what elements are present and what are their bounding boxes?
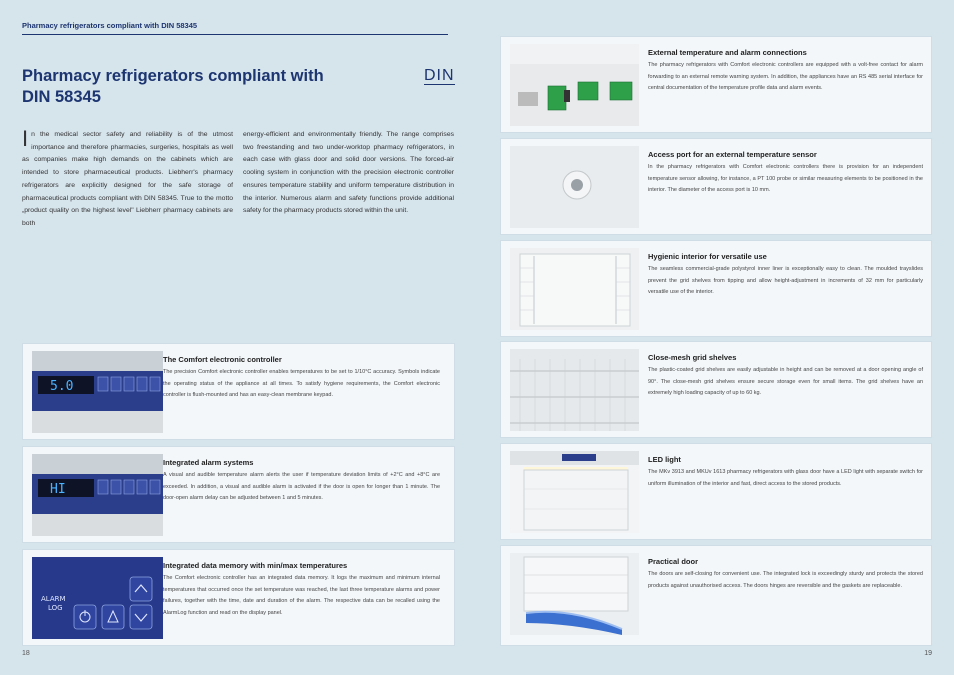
intro-column-1	[22, 126, 233, 231]
feature-card-comfort-controller	[22, 343, 455, 440]
feature-card-alarm-systems	[22, 446, 455, 543]
feature-title: External temperature and alarm connections	[648, 48, 807, 57]
feature-text: The MKv 3913 and MKUv 1613 pharmacy refrigerators with glass door have a LED light with separate switch for uniform illumination of the interior and fast, direct access to the stored products.	[648, 469, 923, 487]
log-label: LOG	[48, 604, 63, 612]
display-reading: 5.0	[50, 379, 74, 394]
page-number-left: 18	[22, 650, 30, 657]
feature-text: The precision Comfort electronic controller enables temperatures to be set to 1/10°C accuracy. Symbols indicate the operating status of the appliance at all times. To satisfy hygiene requirements, the Comfort electronic controller is flush-mounted and has an easy-clean membrane keypad.	[163, 369, 440, 398]
feature-text: The doors are self-closing for convenient use. The integrated lock is exceedingly sturdy and protects the stored products against unauthorised access. The doors hinges are reversible and the gaskets are replaceable.	[648, 571, 923, 589]
interior-liner-image	[510, 248, 639, 330]
feature-text: The pharmacy refrigerators with Comfort electronic controllers are equipped with a volt-free contact for alarm forwarding to an external remote warning system. In addition, the appliances have an RS 485 serial interface for central documentation of the temperature profile data and alarm events.	[648, 62, 923, 91]
feature-card-external-connections	[500, 36, 932, 133]
feature-text: The seamless commercial-grade polystyrol inner liner is exceptionally easy to clean. The moulded trayslides prevent the grid shelves from tipping and allow height-adjustment in increments of 32 mm for particularly versatile use of the interior.	[648, 266, 923, 295]
feature-card-data-memory	[22, 549, 455, 646]
feature-title: Close-mesh grid shelves	[648, 353, 737, 362]
feature-title: Integrated alarm systems	[163, 458, 254, 467]
feature-card-access-port	[500, 138, 932, 235]
feature-card-hygienic-interior	[500, 240, 932, 337]
feature-text: In the pharmacy refrigerators with Comfort electronic controllers there is provision for an independent temperature sensor allowing, for instance, a PT 100 probe or similar measuring elements to be positioned in the interior. The diameter of the access port is 10 mm.	[648, 164, 923, 193]
feature-title: Practical door	[648, 557, 699, 566]
feature-title: Access port for an external temperature sensor	[648, 150, 817, 159]
feature-text: The Comfort electronic controller has an integrated data memory. It logs the maximum and minimum internal temperatures that occurred once the set temperature was reached, the last three temperature alarms and power failures, together with the time, date and duration of the alarm. The respective data can be recalled using the AlarmLog function and read on the display panel.	[163, 575, 440, 616]
feature-card-grid-shelves	[500, 341, 932, 438]
feature-card-led-light	[500, 443, 932, 540]
feature-title: Hygienic interior for versatile use	[648, 252, 767, 261]
header-rule	[22, 34, 448, 35]
feature-card-practical-door	[500, 545, 932, 646]
alarm-display-image	[32, 454, 163, 536]
connector-terminals-image	[510, 44, 639, 126]
feature-text: A visual and audible temperature alarm alerts the user if temperature deviation limits of +2°C and +8°C are exceeded. In addition, a visual and audible alarm is activated if the door is open for longer than 1 minute. The door-open alarm delay can be adjusted between 1 and 5 minutes.	[163, 472, 440, 501]
alarm-reading: HI	[50, 482, 66, 497]
alarm-log-keypad-image	[32, 557, 163, 639]
grid-shelves-image	[510, 349, 639, 431]
controller-display-image	[32, 351, 163, 433]
led-interior-image	[510, 451, 639, 533]
feature-title: Integrated data memory with min/max temperatures	[163, 561, 348, 570]
access-port-image	[510, 146, 639, 228]
feature-title: LED light	[648, 455, 681, 464]
intro-column-2: energy-efficient and environmentally friendly. The range comprises two freestanding and two under-worktop pharmacy refrigerators, in each case with glass door and solid door versions. The forced-air cooling system in conjunction with the precision electronic controller ensures temperature stability and uniform temperature distribution in the interior. Numerous alarm and safety functions provide additional safety for the pharmacy products stored within the unit.	[243, 131, 454, 215]
din-logo: DIN	[424, 67, 455, 84]
running-header: Pharmacy refrigerators compliant with DIN 58345	[22, 21, 198, 30]
feature-text: The plastic-coated grid shelves are easily adjustable in height and can be removed at a door opening angle of 90°. The close-mesh grid shelves ensure secure storage even for small items. The grid shelves have an extremely high loading capacity of up to 60 kg.	[648, 367, 923, 396]
door-image	[510, 553, 639, 635]
page-number-right: 19	[924, 650, 932, 657]
page-title: Pharmacy refrigerators compliant with DIN 58345	[22, 67, 324, 106]
dropcap: I	[22, 126, 29, 151]
intro-text-1: n the medical sector safety and reliability is of the utmost importance and therefore pharmacies, surgeries, hospitals as well as companies make high demands on the cabinets which are intended to store pharmaceutical products. Liebherr's pharmacy refrigerators are explicitly designed for the safe storage of pharmaceutical products compliant with DIN 58345. True to the motto „product quality on the highest level" Liebherr pharmacy cabinets are both	[22, 131, 233, 227]
feature-title: The Comfort electronic controller	[163, 355, 282, 364]
alarm-label: ALARM	[41, 595, 66, 603]
